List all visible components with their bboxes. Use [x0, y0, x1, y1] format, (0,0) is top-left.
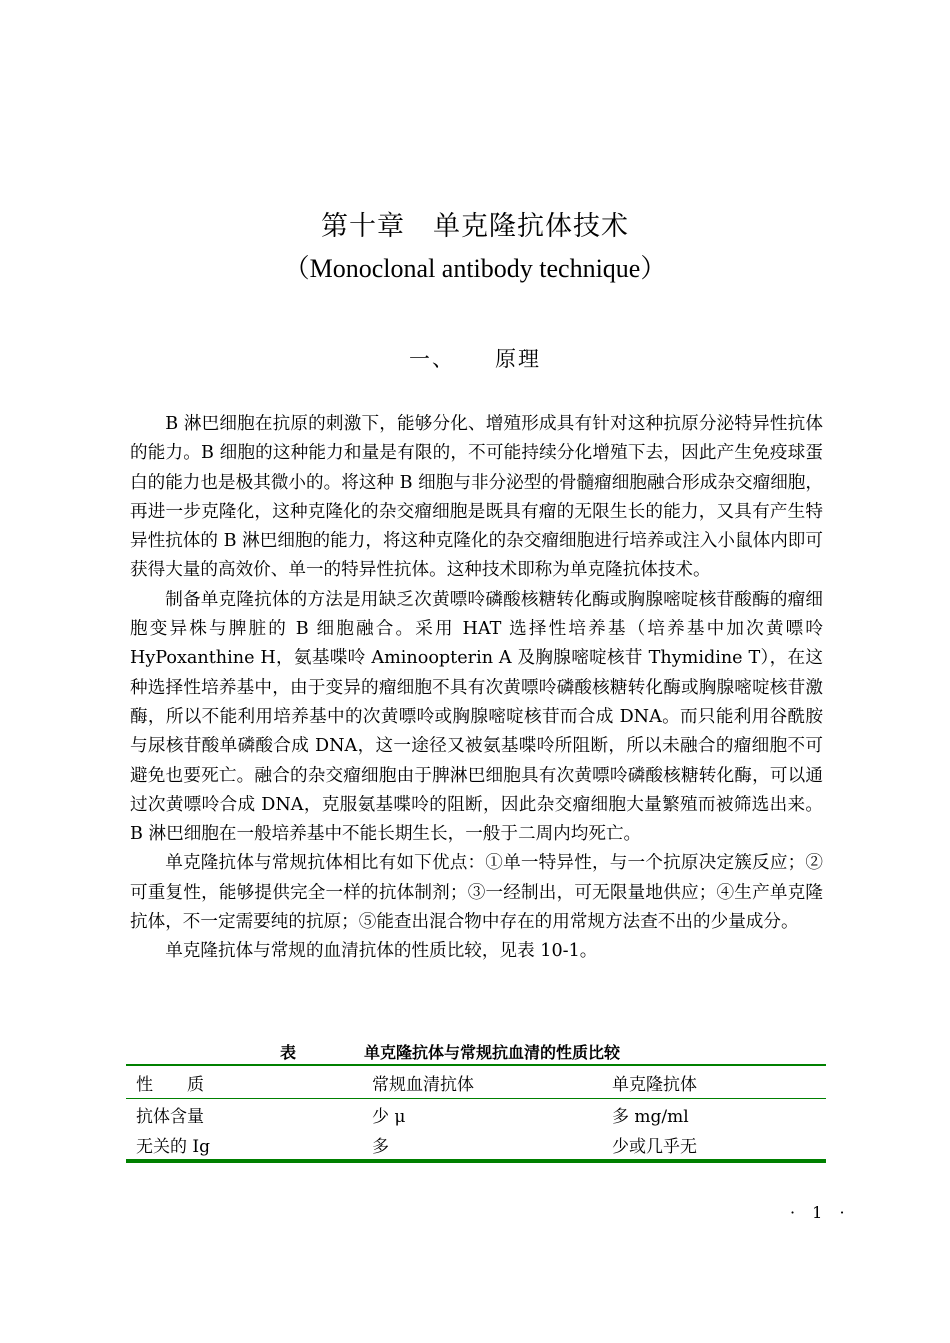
table-cell: 无关的 Ig	[136, 1136, 211, 1157]
table-cell: 多 mg/ml	[612, 1106, 689, 1127]
table-header-cell: 性 质	[136, 1074, 204, 1095]
table-caption	[280, 1040, 620, 1063]
body-text	[130, 410, 823, 967]
table-header-row	[126, 1066, 826, 1099]
chapter-subtitle: （Monoclonal antibody technique）	[283, 254, 667, 283]
section-number: 一、	[409, 347, 455, 371]
property-comparison-table	[126, 1064, 826, 1163]
table-header-cell: 常规血清抗体	[372, 1074, 474, 1095]
table-caption-label: 表	[280, 1043, 297, 1062]
table-row	[126, 1129, 826, 1159]
table-row	[126, 1099, 826, 1129]
chapter-title: 第十章 单克隆抗体技术	[321, 211, 629, 242]
paragraph: 制备单克隆抗体的方法是用缺乏次黄嘌呤磷酸核糖转化酶或胸腺嘧啶核苷酸酶的瘤细胞变异株与脾脏的 B 细胞融合。采用 HAT 选择性培养基（培养基中加次黄嘌呤 HyPoxanthine H，氨基喋呤 Aminoopterin A 及胸腺嘧啶核苷 Thymidine T），在这种选择性培养基中，由于变异的瘤细胞不具有次黄嘌呤磷酸核糖转化酶或胸腺嘧啶核苷激酶，所以不能利用培养基中的次黄嘌呤或胸腺嘧啶核苷而合成 DNA。而只能利用谷酰胺与尿核苷酸单磷酸合成 DNA，这一途径又被氨基喋呤所阻断，所以未融合的瘤细胞不可避免也要死亡。融合的杂交瘤细胞由于脾淋巴细胞具有次黄嘌呤磷酸核糖转化酶，可以通过次黄嘌呤合成 DNA，克服氨基喋呤的阻断，因此杂交瘤细胞大量繁殖而被筛选出来。B 淋巴细胞在一般培养基中不能长期生长，一般于二周内均死亡。	[130, 589, 823, 845]
paragraph: 单克隆抗体与常规抗体相比有如下优点：①单一特异性，与一个抗原决定簇反应；② 可重复性，能够提供完全一样的抗体制剂；③一经制出，可无限量地供应；④生产单克隆抗体，不一定需要纯的抗原；⑤能查出混合物中存在的用常规方法查不出的少量成分。	[130, 853, 823, 933]
section-heading	[0, 343, 950, 373]
section-title: 原理	[495, 347, 541, 371]
table-cell: 抗体含量	[136, 1106, 204, 1127]
page-number: · 1 ·	[790, 1203, 851, 1222]
table-cell: 少 μ	[372, 1106, 406, 1127]
table-cell: 少或几乎无	[612, 1136, 697, 1157]
table-caption-title: 单克隆抗体与常规抗血清的性质比较	[364, 1043, 621, 1062]
table-header-cell: 单克隆抗体	[612, 1074, 697, 1095]
table-cell: 多	[372, 1136, 389, 1157]
paragraph: B 淋巴细胞在抗原的刺激下，能够分化、增殖形成具有针对这种抗原分泌特异性抗体的能力。B 细胞的这种能力和量是有限的，不可能持续分化增殖下去，因此产生免疫球蛋白的能力也是极其微小的。将这种 B 细胞与非分泌型的骨髓瘤细胞融合形成杂交瘤细胞，再进一步克隆化，这种克隆化的杂交瘤细胞是既具有瘤的无限生长的能力，又具有产生特异性抗体的 B 淋巴细胞的能力，将这种克隆化的杂交瘤细胞进行培养或注入小鼠体内即可获得大量的高效价、单一的特异性抗体。这种技术即称为单克隆抗体技术。	[130, 414, 823, 581]
paragraph: 单克隆抗体与常规的血清抗体的性质比较，见表 10-1。	[165, 941, 598, 962]
